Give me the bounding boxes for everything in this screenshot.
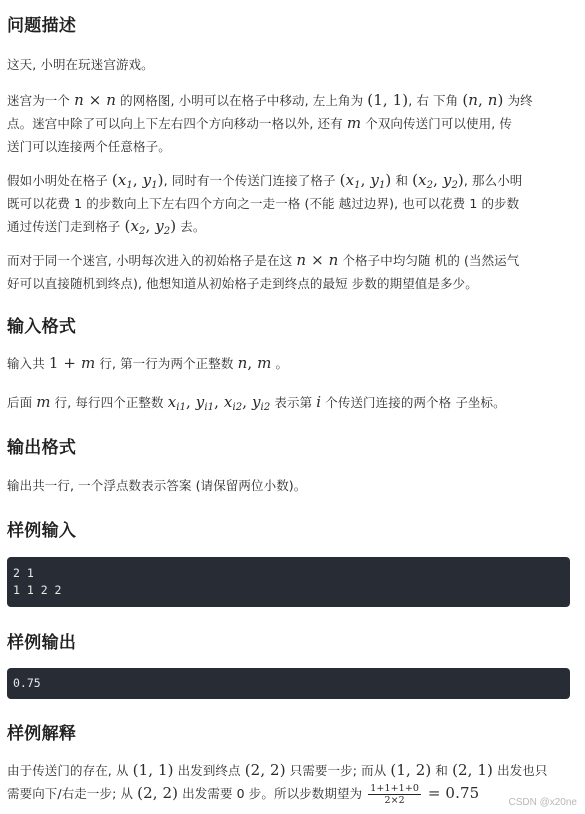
desc-paragraph-1: 这天, 小明在玩迷宫游戏。 [7, 57, 154, 72]
explanation-paragraph: 由于传送门的存在, 从 (1, 1) 出发到终点 (2, 2) 只需要一步; 而从 (1, 2) 和 (2, 1) 出发也只 需要向下/右走一步; 从 (2, 2) 出发需要 0 步。所以步数期望为 $\frac{1+1+1+0}{2\times 2}$ = 0.75 [7, 761, 548, 806]
math-coords: $x_{i1}$, $y_{i1}$, $x_{i2}$, $y_{i2}$ [167, 393, 271, 413]
section-title-input: 输入格式 [7, 317, 77, 337]
math-two-two: (2, 2) [244, 761, 286, 779]
math-m: m [346, 114, 362, 132]
sample-output-code-block[interactable]: 0.75 [7, 668, 570, 699]
desc-paragraph-2: 迷宫为一个 n × n 的网格图, 小明可以在格子中移动, 左上角为 (1, 1), 右 下角 (n, n) 为终 点。迷宫中除了可以向上下左右四个方向移动一格以外, 还有 m 个双向传送门可以使用, 传 送门可以连接两个任意格子。 [7, 91, 533, 154]
section-title-explanation: 样例解释 [7, 724, 77, 744]
section-title-sample-input: 样例输入 [7, 521, 77, 541]
math-n-times-n: n × n [74, 91, 117, 109]
math-one-plus-m: 1 + m [48, 354, 96, 372]
math-fraction: $\frac{1+1+1+0}{2\times 2}$ [370, 783, 420, 806]
output-paragraph-1: 输出共一行, 一个浮点数表示答案 (请保留两位小数)。 [7, 478, 307, 493]
desc-paragraph-3: 假如小明处在格子 ($x_1$, $y_1$), 同时有一个传送门连接了格子 ($x_1$, $y_1$) 和 ($x_2$, $y_2$), 那么小明 既可以花费 1 的步数向上下左右四个方向之一走一格 (不能 越过边界), 也可以花费 1 的步数 通过传送门走到格子 ($x_2$, $y_2$) 去。 [7, 171, 523, 237]
math-x2-y2: ($x_2$, $y_2$) [412, 171, 464, 191]
desc-paragraph-4: 而对于同一个迷宫, 小明每次进入的初始格子是在这 n × n 个格子中均匀随 机的 (当然运气 好可以直接随机到终点), 他想知道从初始格子走到终点的最短 步数的期望值是多少。 [7, 251, 520, 291]
math-n-m: n, m [237, 354, 272, 372]
math-n-n: (n, n) [462, 91, 504, 109]
input-paragraph-2: 后面 m 行, 每行四个正整数 $x_{i1}$, $y_{i1}$, $x_{i2}$, $y_{i2}$ 表示第 i 个传送门连接的两个格 子坐标。 [7, 393, 506, 413]
math-x1-y1: ($x_1$, $y_1$) [111, 171, 164, 191]
math-two-one: (2, 1) [452, 761, 494, 779]
section-title-output: 输出格式 [7, 438, 77, 458]
watermark: CSDN @x20ne [508, 797, 577, 808]
math-one-one: (1, 1) [367, 91, 409, 109]
math-i: i [316, 393, 322, 411]
section-title-description: 问题描述 [7, 16, 77, 36]
section-title-sample-output: 样例输出 [7, 633, 77, 653]
math-one-two: (1, 2) [390, 761, 432, 779]
input-paragraph-1: 输入共 1 + m 行, 第一行为两个正整数 n, m 。 [7, 354, 289, 372]
sample-input-code-block[interactable]: 2 1 1 1 2 2 [7, 557, 570, 607]
